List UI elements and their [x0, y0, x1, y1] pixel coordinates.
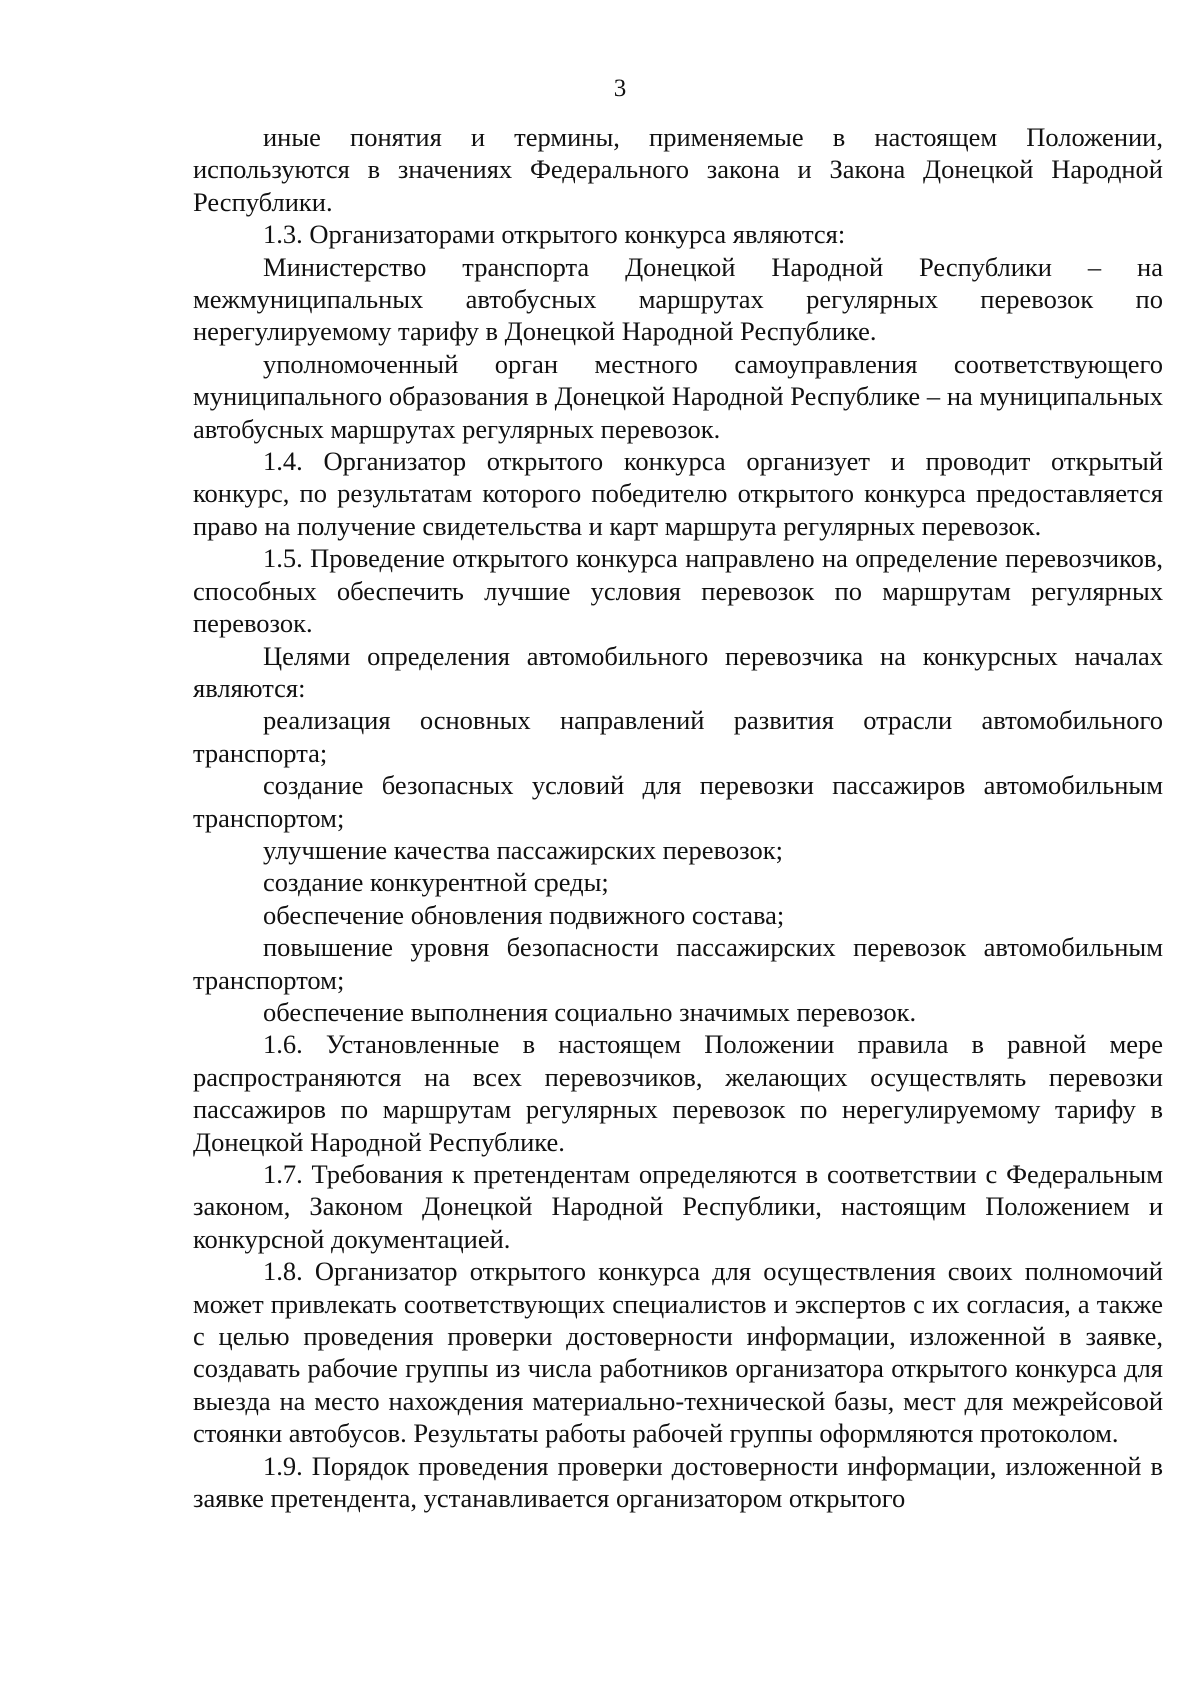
paragraph-1-8: 1.8. Организатор открытого конкурса для осуществления своих полномочий может привлекать соответствующих специалистов и экспертов с их согласия, а также с целью проведения проверки достоверности информации, изложенной в заявке, создавать рабочие группы из числа работников организатора открытого конкурса для выезда на место нахождения материально-технической базы, мест для межрейсовой стоянки автобусов. Результаты работы рабочей группы оформляются протоколом. [193, 1256, 1163, 1449]
paragraph-terms-continuation: иные понятия и термины, применяемые в настоящем Положении, используются в значениях Федерального закона и Закона Донецкой Народной Республики. [193, 122, 1163, 217]
document-body [193, 121, 1163, 1514]
list-item-goal: обеспечение выполнения социально значимых перевозок. [263, 996, 917, 1027]
paragraph-1-4: 1.4. Организатор открытого конкурса организует и проводит открытый конкурс, по результатам которого победителю открытого конкурса предоставляется право на получение свидетельства и карт маршрута регулярных перевозок. [193, 446, 1163, 541]
paragraph-1-9: 1.9. Порядок проведения проверки достоверности информации, изложенной в заявке претендента, устанавливается организатором открытого [193, 1450, 1163, 1514]
paragraph-1-7: 1.7. Требования к претендентам определяются в соответствии с Федеральным законом, Законом Донецкой Народной Республики, настоящим Положением и конкурсной документацией. [193, 1159, 1163, 1254]
paragraph-1-5: 1.5. Проведение открытого конкурса направлено на определение перевозчиков, способных обеспечить лучшие условия перевозок по маршрутам регулярных перевозок. [193, 543, 1163, 639]
paragraph-1-3-heading: 1.3. Организаторами открытого конкурса являются: [263, 219, 846, 250]
list-item-goal: повышение уровня безопасности пассажирских перевозок автомобильным транспортом; [193, 932, 1163, 995]
list-item-goal: улучшение качества пассажирских перевозок; [263, 834, 783, 865]
paragraph-ministry-organizer: Министерство транспорта Донецкой Народной Республики – на межмуниципальных автобусных маршрутах регулярных перевозок по нерегулируемому тарифу в Донецкой Народной Республике. [193, 251, 1163, 347]
page-number: 3 [613, 75, 627, 102]
list-item-goal: создание конкурентной среды; [263, 867, 609, 898]
paragraph-goals-intro: Целями определения автомобильного перевозчика на конкурсных началах являются: [193, 640, 1163, 703]
paragraph-local-authority-organizer: уполномоченный орган местного самоуправления соответствующего муниципального образования в Донецкой Народной Республике – на муниципальных автобусных маршрутах регулярных перевозок. [193, 348, 1163, 444]
list-item-goal: реализация основных направлений развития отрасли автомобильного транспорта; [193, 705, 1163, 768]
list-item-goal: создание безопасных условий для перевозки пассажиров автомобильным транспортом; [193, 770, 1163, 833]
paragraph-1-6: 1.6. Установленные в настоящем Положении правила в равной мере распространяются на всех перевозчиков, желающих осуществлять перевозки пассажиров по маршрутам регулярных перевозок по нерегулируемому тарифу в Донецкой Народной Республике. [193, 1029, 1163, 1157]
list-item-goal: обеспечение обновления подвижного состава; [263, 899, 785, 930]
